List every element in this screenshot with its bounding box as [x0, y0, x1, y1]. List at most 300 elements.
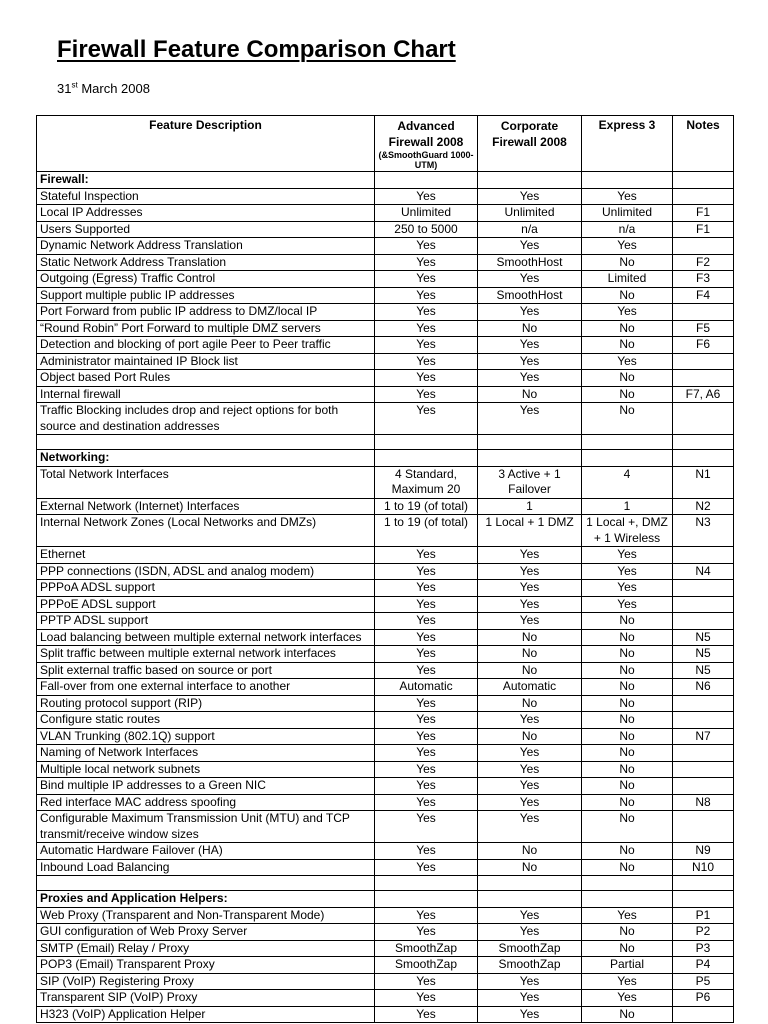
- table-row: [37, 957, 734, 974]
- corporate-cell: Yes: [478, 1006, 582, 1023]
- feature-cell: GUI configuration of Web Proxy Server: [37, 924, 375, 941]
- corporate-cell: No: [478, 728, 582, 745]
- feature-cell: PPP connections (ISDN, ADSL and analog modem): [37, 563, 375, 580]
- feature-cell: Multiple local network subnets: [37, 761, 375, 778]
- empty-cell: [673, 172, 734, 189]
- table-row: [37, 778, 734, 795]
- table-row: [37, 811, 734, 843]
- express-cell: Yes: [582, 580, 673, 597]
- express-cell: Limited: [582, 271, 673, 288]
- express-cell: Unlimited: [582, 205, 673, 222]
- feature-cell: Traffic Blocking includes drop and reject options for both source and destination addresses: [37, 403, 375, 435]
- blank-row: [37, 435, 734, 450]
- notes-cell: [673, 580, 734, 597]
- feature-cell: External Network (Internet) Interfaces: [37, 498, 375, 515]
- empty-cell: [478, 891, 582, 908]
- feature-cell: H323 (VoIP) Application Helper: [37, 1006, 375, 1023]
- notes-cell: P2: [673, 924, 734, 941]
- feature-cell: PPTP ADSL support: [37, 613, 375, 630]
- page-title: Firewall Feature Comparison Chart: [57, 36, 456, 63]
- express-cell: 4: [582, 466, 673, 498]
- corporate-cell: Yes: [478, 238, 582, 255]
- advanced-cell: Yes: [375, 907, 478, 924]
- advanced-cell: Yes: [375, 370, 478, 387]
- advanced-cell: Yes: [375, 629, 478, 646]
- feature-cell: Total Network Interfaces: [37, 466, 375, 498]
- table-row: [37, 337, 734, 354]
- notes-cell: [673, 761, 734, 778]
- header-corporate: [478, 116, 582, 172]
- notes-cell: [673, 370, 734, 387]
- table-row: [37, 924, 734, 941]
- express-cell: No: [582, 370, 673, 387]
- table-row: [37, 1006, 734, 1023]
- feature-cell: Red interface MAC address spoofing: [37, 794, 375, 811]
- corporate-cell: No: [478, 320, 582, 337]
- express-cell: Yes: [582, 547, 673, 564]
- corporate-cell: No: [478, 386, 582, 403]
- table-row: [37, 745, 734, 762]
- notes-cell: F6: [673, 337, 734, 354]
- advanced-cell: Yes: [375, 990, 478, 1007]
- express-cell: No: [582, 646, 673, 663]
- corporate-cell: No: [478, 662, 582, 679]
- advanced-cell: Yes: [375, 811, 478, 843]
- advanced-cell: Yes: [375, 287, 478, 304]
- date-rest: March 2008: [77, 81, 150, 96]
- blank-cell: [375, 876, 478, 891]
- feature-cell: Automatic Hardware Failover (HA): [37, 843, 375, 860]
- header-notes: Notes: [673, 116, 734, 172]
- table-row: [37, 271, 734, 288]
- advanced-cell: Yes: [375, 712, 478, 729]
- table-row: [37, 629, 734, 646]
- notes-cell: F1: [673, 221, 734, 238]
- express-cell: No: [582, 662, 673, 679]
- section-heading: Proxies and Application Helpers:: [37, 891, 375, 908]
- express-cell: Yes: [582, 188, 673, 205]
- feature-cell: Stateful Inspection: [37, 188, 375, 205]
- notes-cell: [673, 596, 734, 613]
- corporate-cell: Yes: [478, 271, 582, 288]
- corporate-cell: Yes: [478, 613, 582, 630]
- notes-cell: P6: [673, 990, 734, 1007]
- section-row: [37, 172, 734, 189]
- header-advanced: [375, 116, 478, 172]
- corporate-cell: Yes: [478, 547, 582, 564]
- notes-cell: [673, 811, 734, 843]
- express-cell: No: [582, 728, 673, 745]
- empty-cell: [582, 450, 673, 467]
- table-row: [37, 370, 734, 387]
- notes-cell: F5: [673, 320, 734, 337]
- section-row: [37, 891, 734, 908]
- notes-cell: N7: [673, 728, 734, 745]
- notes-cell: N1: [673, 466, 734, 498]
- advanced-cell: 1 to 19 (of total): [375, 515, 478, 547]
- feature-cell: Support multiple public IP addresses: [37, 287, 375, 304]
- notes-cell: F7, A6: [673, 386, 734, 403]
- table-row: [37, 940, 734, 957]
- table-body: [37, 172, 734, 1023]
- corporate-cell: Yes: [478, 973, 582, 990]
- corporate-cell: Yes: [478, 712, 582, 729]
- date-day: 31: [57, 81, 72, 96]
- empty-cell: [478, 172, 582, 189]
- feature-cell: Configure static routes: [37, 712, 375, 729]
- feature-cell: Fall-over from one external interface to another: [37, 679, 375, 696]
- notes-cell: [673, 547, 734, 564]
- advanced-cell: Yes: [375, 662, 478, 679]
- corporate-cell: No: [478, 646, 582, 663]
- table-row: [37, 596, 734, 613]
- table-row: [37, 304, 734, 321]
- advanced-cell: Yes: [375, 728, 478, 745]
- advanced-cell: Yes: [375, 563, 478, 580]
- advanced-cell: Yes: [375, 613, 478, 630]
- feature-cell: Users Supported: [37, 221, 375, 238]
- feature-cell: Naming of Network Interfaces: [37, 745, 375, 762]
- feature-cell: Web Proxy (Transparent and Non-Transparent Mode): [37, 907, 375, 924]
- blank-cell: [37, 435, 375, 450]
- blank-cell: [37, 876, 375, 891]
- corporate-cell: Automatic: [478, 679, 582, 696]
- header-feature: Feature Description: [37, 116, 375, 172]
- table-row: [37, 794, 734, 811]
- feature-cell: POP3 (Email) Transparent Proxy: [37, 957, 375, 974]
- feature-cell: Split traffic between multiple external network interfaces: [37, 646, 375, 663]
- date-suffix: st: [71, 80, 78, 90]
- corporate-cell: Yes: [478, 188, 582, 205]
- advanced-cell: SmoothZap: [375, 957, 478, 974]
- express-cell: No: [582, 745, 673, 762]
- empty-cell: [478, 450, 582, 467]
- empty-cell: [582, 891, 673, 908]
- advanced-cell: Yes: [375, 695, 478, 712]
- express-cell: No: [582, 287, 673, 304]
- empty-cell: [582, 172, 673, 189]
- blank-row: [37, 876, 734, 891]
- blank-cell: [375, 435, 478, 450]
- advanced-cell: Yes: [375, 1006, 478, 1023]
- notes-cell: [673, 353, 734, 370]
- express-cell: No: [582, 924, 673, 941]
- notes-cell: P5: [673, 973, 734, 990]
- header-corporate-label: Corporate Firewall 2008: [492, 119, 567, 149]
- express-cell: 1: [582, 498, 673, 515]
- advanced-cell: Yes: [375, 843, 478, 860]
- corporate-cell: 3 Active + 1 Failover: [478, 466, 582, 498]
- blank-cell: [478, 876, 582, 891]
- table-row: [37, 205, 734, 222]
- table-row: [37, 238, 734, 255]
- feature-cell: Ethernet: [37, 547, 375, 564]
- express-cell: No: [582, 386, 673, 403]
- corporate-cell: No: [478, 859, 582, 876]
- notes-cell: [673, 778, 734, 795]
- empty-cell: [375, 891, 478, 908]
- table-row: [37, 613, 734, 630]
- empty-cell: [673, 450, 734, 467]
- feature-cell: PPPoE ADSL support: [37, 596, 375, 613]
- empty-cell: [375, 450, 478, 467]
- express-cell: No: [582, 843, 673, 860]
- corporate-cell: Yes: [478, 580, 582, 597]
- comparison-table: [36, 115, 734, 1023]
- table-row: [37, 990, 734, 1007]
- express-cell: No: [582, 695, 673, 712]
- feature-cell: Static Network Address Translation: [37, 254, 375, 271]
- section-heading: Networking:: [37, 450, 375, 467]
- table-row: [37, 221, 734, 238]
- advanced-cell: Yes: [375, 403, 478, 435]
- notes-cell: F3: [673, 271, 734, 288]
- blank-cell: [478, 435, 582, 450]
- advanced-cell: Yes: [375, 761, 478, 778]
- feature-cell: Port Forward from public IP address to DMZ/local IP: [37, 304, 375, 321]
- express-cell: Yes: [582, 304, 673, 321]
- table-row: [37, 843, 734, 860]
- table-row: [37, 188, 734, 205]
- blank-cell: [673, 876, 734, 891]
- express-cell: No: [582, 320, 673, 337]
- table-row: [37, 580, 734, 597]
- express-cell: No: [582, 940, 673, 957]
- advanced-cell: 4 Standard, Maximum 20: [375, 466, 478, 498]
- express-cell: No: [582, 613, 673, 630]
- express-cell: No: [582, 811, 673, 843]
- table-row: [37, 287, 734, 304]
- table-row: [37, 466, 734, 498]
- corporate-cell: Yes: [478, 794, 582, 811]
- notes-cell: [673, 695, 734, 712]
- corporate-cell: Yes: [478, 990, 582, 1007]
- express-cell: Yes: [582, 973, 673, 990]
- express-cell: No: [582, 337, 673, 354]
- table-row: [37, 973, 734, 990]
- table-row: [37, 712, 734, 729]
- corporate-cell: n/a: [478, 221, 582, 238]
- advanced-cell: Yes: [375, 547, 478, 564]
- blank-cell: [582, 435, 673, 450]
- advanced-cell: Yes: [375, 254, 478, 271]
- notes-cell: [673, 188, 734, 205]
- notes-cell: N9: [673, 843, 734, 860]
- corporate-cell: Yes: [478, 370, 582, 387]
- table-row: [37, 761, 734, 778]
- express-cell: Yes: [582, 907, 673, 924]
- blank-cell: [582, 876, 673, 891]
- table-row: [37, 859, 734, 876]
- header-advanced-label: Advanced Firewall 2008: [388, 119, 464, 149]
- express-cell: Yes: [582, 238, 673, 255]
- feature-cell: Load balancing between multiple external network interfaces: [37, 629, 375, 646]
- express-cell: Partial: [582, 957, 673, 974]
- corporate-cell: Yes: [478, 745, 582, 762]
- corporate-cell: No: [478, 695, 582, 712]
- table-row: [37, 353, 734, 370]
- express-cell: No: [582, 679, 673, 696]
- table-row: [37, 403, 734, 435]
- notes-cell: [673, 613, 734, 630]
- feature-cell: Internal Network Zones (Local Networks and DMZs): [37, 515, 375, 547]
- advanced-cell: Yes: [375, 386, 478, 403]
- notes-cell: N5: [673, 646, 734, 663]
- corporate-cell: No: [478, 843, 582, 860]
- corporate-cell: 1: [478, 498, 582, 515]
- table-row: [37, 646, 734, 663]
- advanced-cell: Yes: [375, 304, 478, 321]
- advanced-cell: Unlimited: [375, 205, 478, 222]
- section-row: [37, 450, 734, 467]
- feature-cell: SIP (VoIP) Registering Proxy: [37, 973, 375, 990]
- empty-cell: [375, 172, 478, 189]
- advanced-cell: Yes: [375, 794, 478, 811]
- table-row: [37, 563, 734, 580]
- notes-cell: [673, 238, 734, 255]
- corporate-cell: SmoothHost: [478, 254, 582, 271]
- table-row: [37, 254, 734, 271]
- notes-cell: [673, 403, 734, 435]
- empty-cell: [673, 891, 734, 908]
- header-row: [37, 116, 734, 172]
- notes-cell: N5: [673, 629, 734, 646]
- table-row: [37, 386, 734, 403]
- table-row: [37, 498, 734, 515]
- feature-cell: VLAN Trunking (802.1Q) support: [37, 728, 375, 745]
- feature-cell: Object based Port Rules: [37, 370, 375, 387]
- feature-cell: Routing protocol support (RIP): [37, 695, 375, 712]
- corporate-cell: Yes: [478, 907, 582, 924]
- advanced-cell: Yes: [375, 337, 478, 354]
- notes-cell: N2: [673, 498, 734, 515]
- corporate-cell: 1 Local + 1 DMZ: [478, 515, 582, 547]
- table-row: [37, 728, 734, 745]
- advanced-cell: Yes: [375, 646, 478, 663]
- table-row: [37, 662, 734, 679]
- blank-cell: [673, 435, 734, 450]
- notes-cell: P4: [673, 957, 734, 974]
- notes-cell: [673, 304, 734, 321]
- notes-cell: N3: [673, 515, 734, 547]
- express-cell: No: [582, 761, 673, 778]
- notes-cell: N10: [673, 859, 734, 876]
- advanced-cell: Yes: [375, 778, 478, 795]
- notes-cell: [673, 745, 734, 762]
- notes-cell: N6: [673, 679, 734, 696]
- advanced-cell: Yes: [375, 238, 478, 255]
- corporate-cell: Yes: [478, 563, 582, 580]
- advanced-cell: SmoothZap: [375, 940, 478, 957]
- corporate-cell: Yes: [478, 778, 582, 795]
- document-date: [57, 81, 150, 96]
- advanced-cell: Yes: [375, 859, 478, 876]
- express-cell: Yes: [582, 563, 673, 580]
- feature-cell: Transparent SIP (VoIP) Proxy: [37, 990, 375, 1007]
- express-cell: n/a: [582, 221, 673, 238]
- express-cell: Yes: [582, 596, 673, 613]
- notes-cell: N5: [673, 662, 734, 679]
- feature-cell: Inbound Load Balancing: [37, 859, 375, 876]
- express-cell: 1 Local +, DMZ + 1 Wireless: [582, 515, 673, 547]
- notes-cell: [673, 1006, 734, 1023]
- advanced-cell: Yes: [375, 745, 478, 762]
- express-cell: No: [582, 859, 673, 876]
- express-cell: Yes: [582, 353, 673, 370]
- corporate-cell: Yes: [478, 924, 582, 941]
- express-cell: No: [582, 403, 673, 435]
- feature-cell: “Round Robin” Port Forward to multiple DMZ servers: [37, 320, 375, 337]
- express-cell: No: [582, 629, 673, 646]
- table-row: [37, 695, 734, 712]
- corporate-cell: Yes: [478, 596, 582, 613]
- advanced-cell: Yes: [375, 580, 478, 597]
- notes-cell: F1: [673, 205, 734, 222]
- feature-cell: Split external traffic based on source or port: [37, 662, 375, 679]
- feature-cell: Internal firewall: [37, 386, 375, 403]
- notes-cell: P1: [673, 907, 734, 924]
- feature-cell: Administrator maintained IP Block list: [37, 353, 375, 370]
- advanced-cell: Yes: [375, 353, 478, 370]
- corporate-cell: Yes: [478, 304, 582, 321]
- advanced-cell: 1 to 19 (of total): [375, 498, 478, 515]
- table-row: [37, 907, 734, 924]
- express-cell: No: [582, 794, 673, 811]
- corporate-cell: Unlimited: [478, 205, 582, 222]
- corporate-cell: Yes: [478, 337, 582, 354]
- advanced-cell: 250 to 5000: [375, 221, 478, 238]
- express-cell: Yes: [582, 990, 673, 1007]
- feature-cell: Configurable Maximum Transmission Unit (MTU) and TCP transmit/receive window sizes: [37, 811, 375, 843]
- corporate-cell: Yes: [478, 811, 582, 843]
- header-express: Express 3: [582, 116, 673, 172]
- advanced-cell: Yes: [375, 973, 478, 990]
- feature-cell: Dynamic Network Address Translation: [37, 238, 375, 255]
- feature-cell: Outgoing (Egress) Traffic Control: [37, 271, 375, 288]
- table-row: [37, 515, 734, 547]
- corporate-cell: SmoothZap: [478, 940, 582, 957]
- notes-cell: N8: [673, 794, 734, 811]
- notes-cell: P3: [673, 940, 734, 957]
- notes-cell: N4: [673, 563, 734, 580]
- advanced-cell: Automatic: [375, 679, 478, 696]
- express-cell: No: [582, 1006, 673, 1023]
- corporate-cell: SmoothZap: [478, 957, 582, 974]
- advanced-cell: Yes: [375, 596, 478, 613]
- corporate-cell: Yes: [478, 353, 582, 370]
- table-row: [37, 547, 734, 564]
- feature-cell: Detection and blocking of port agile Peer to Peer traffic: [37, 337, 375, 354]
- feature-cell: SMTP (Email) Relay / Proxy: [37, 940, 375, 957]
- feature-cell: Local IP Addresses: [37, 205, 375, 222]
- feature-cell: Bind multiple IP addresses to a Green NIC: [37, 778, 375, 795]
- header-advanced-sub: (&SmoothGuard 1000-UTM): [378, 150, 474, 170]
- notes-cell: F4: [673, 287, 734, 304]
- corporate-cell: Yes: [478, 403, 582, 435]
- advanced-cell: Yes: [375, 188, 478, 205]
- express-cell: No: [582, 254, 673, 271]
- table-row: [37, 679, 734, 696]
- table-row: [37, 320, 734, 337]
- advanced-cell: Yes: [375, 320, 478, 337]
- notes-cell: [673, 712, 734, 729]
- advanced-cell: Yes: [375, 271, 478, 288]
- corporate-cell: SmoothHost: [478, 287, 582, 304]
- corporate-cell: Yes: [478, 761, 582, 778]
- express-cell: No: [582, 712, 673, 729]
- feature-cell: PPPoA ADSL support: [37, 580, 375, 597]
- section-heading: Firewall:: [37, 172, 375, 189]
